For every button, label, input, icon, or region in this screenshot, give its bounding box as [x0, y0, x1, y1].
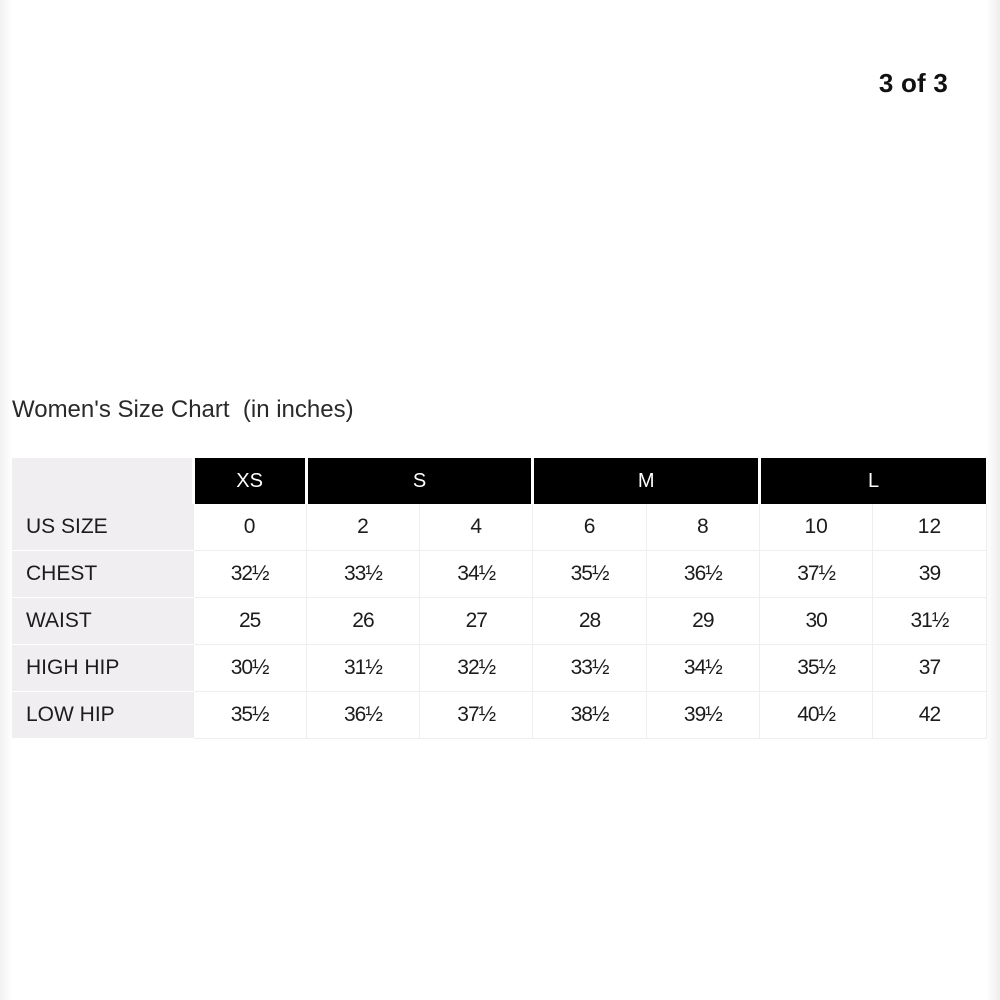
- table-cell: 4: [420, 504, 533, 551]
- table-cell: 40½: [760, 692, 873, 739]
- table-cell: 32½: [193, 551, 306, 598]
- row-label: HIGH HIP: [12, 645, 193, 692]
- image-counter: 3 of 3: [878, 68, 948, 98]
- table-cell: 31½: [306, 645, 419, 692]
- row-label: LOW HIP: [12, 692, 193, 739]
- table-cell: 6: [533, 504, 646, 551]
- table-cell: 8: [646, 504, 759, 551]
- table-row: [12, 645, 986, 692]
- table-cell: 36½: [646, 551, 759, 598]
- size-group-header: M: [533, 458, 760, 504]
- right-edge-shadow: [986, 0, 1000, 1000]
- table-cell: 37½: [420, 692, 533, 739]
- size-chart-title: Women's Size Chart (in inches): [12, 396, 354, 423]
- table-cell: 31½: [873, 598, 986, 645]
- left-edge-shadow: [0, 0, 12, 1000]
- size-group-header: XS: [193, 458, 306, 504]
- table-cell: 34½: [646, 645, 759, 692]
- table-cell: 26: [306, 598, 419, 645]
- table-row: [12, 504, 986, 551]
- table-cell: 42: [873, 692, 986, 739]
- table-row: [12, 692, 986, 739]
- size-group-header: L: [760, 458, 987, 504]
- table-cell: 39½: [646, 692, 759, 739]
- table-cell: 35½: [760, 645, 873, 692]
- table-cell: 27: [420, 598, 533, 645]
- table-cell: 30½: [193, 645, 306, 692]
- table-cell: 33½: [533, 645, 646, 692]
- table-row: [12, 598, 986, 645]
- table-cell: 10: [760, 504, 873, 551]
- table-cell: 2: [306, 504, 419, 551]
- table-cell: 25: [193, 598, 306, 645]
- table-cell: 38½: [533, 692, 646, 739]
- table-cell: 33½: [306, 551, 419, 598]
- row-label: WAIST: [12, 598, 193, 645]
- table-cell: 37½: [760, 551, 873, 598]
- table-cell: 28: [533, 598, 646, 645]
- header-corner-cell: [12, 458, 193, 504]
- table-cell: 32½: [420, 645, 533, 692]
- size-group-header-row: [12, 458, 986, 504]
- table-cell: 29: [646, 598, 759, 645]
- table-cell: 39: [873, 551, 986, 598]
- table-cell: 35½: [193, 692, 306, 739]
- table-cell: 35½: [533, 551, 646, 598]
- size-chart-table: [12, 458, 987, 739]
- table-row: [12, 551, 986, 598]
- table-cell: 34½: [420, 551, 533, 598]
- table-cell: 30: [760, 598, 873, 645]
- table-cell: 0: [193, 504, 306, 551]
- table-cell: 37: [873, 645, 986, 692]
- size-group-header: S: [306, 458, 533, 504]
- row-label: US SIZE: [12, 504, 193, 551]
- table-cell: 36½: [306, 692, 419, 739]
- table-cell: 12: [873, 504, 986, 551]
- row-label: CHEST: [12, 551, 193, 598]
